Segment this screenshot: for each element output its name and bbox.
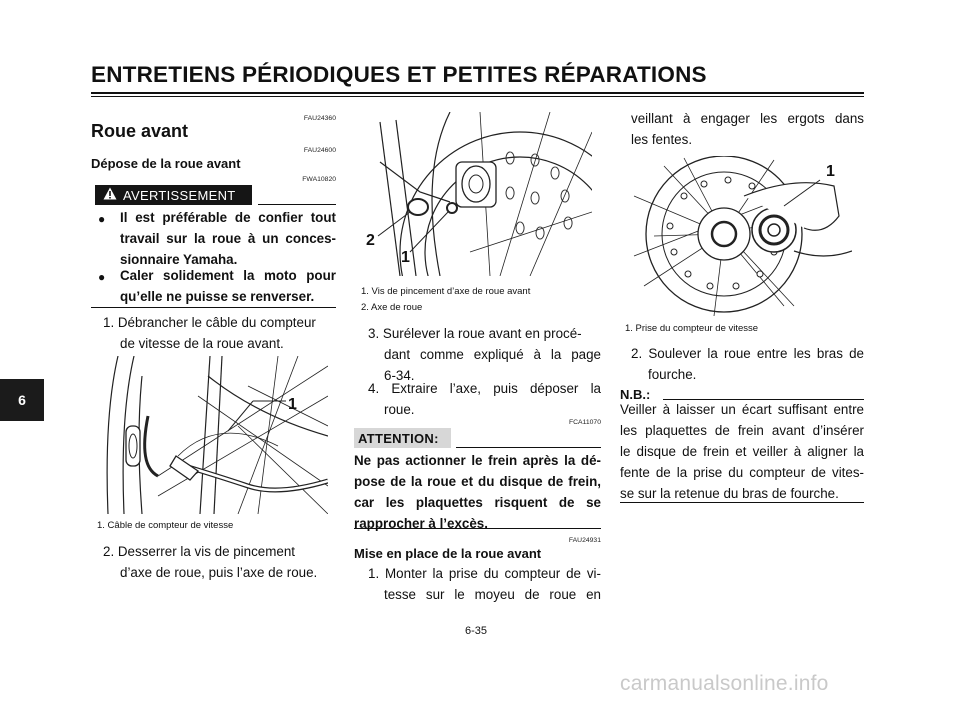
figure-caption: 2. Axe de roue — [361, 302, 423, 313]
step-text: 4. Extraire l’axe, puis déposer la — [368, 381, 601, 396]
warning-line: Caler solidement la moto pour — [120, 268, 336, 283]
attention-badge: ATTENTION: — [354, 428, 451, 448]
ref-code: FCA11070 — [569, 419, 601, 426]
step-text: d’axe de roue, puis l’axe de roue. — [120, 565, 318, 580]
subsection-title: Mise en place de la roue avant — [354, 546, 542, 561]
note-line: fente de la prise du compteur de vites- — [620, 465, 864, 480]
warning-line: sionnaire Yamaha. — [120, 252, 238, 267]
step-text: 2. Soulever la roue entre les bras de — [631, 346, 864, 361]
figure-callout: 1 — [288, 396, 297, 413]
note-end-rule — [620, 502, 864, 503]
page-number: 6-35 — [465, 625, 488, 637]
note-line: se sur la retenue du bras de fourche. — [620, 486, 839, 501]
step-text: 1. Débrancher le câble du compteur — [103, 315, 316, 330]
subsection-title: Dépose de la roue avant — [91, 156, 241, 171]
ref-code: FWA10820 — [302, 176, 336, 183]
chapter-tab[interactable]: 6 — [0, 379, 44, 421]
attention-line: car les plaquettes risquent de se — [354, 495, 601, 510]
speedometer-cable-figure — [98, 356, 328, 514]
attention-line: Ne pas actionner le frein après la dé- — [354, 453, 601, 468]
attention-line: rapprocher à l’excès. — [354, 516, 488, 531]
step-text: 2. Desserrer la vis de pincement — [103, 544, 296, 559]
section-title: Roue avant — [91, 121, 189, 141]
page-header-title: ENTRETIENS PÉRIODIQUES ET PETITES RÉPARATIONS — [91, 62, 707, 87]
attention-rule — [456, 447, 601, 448]
step-text: fourche. — [648, 367, 697, 382]
ref-code: FAU24931 — [568, 537, 601, 544]
figure-caption: 1. Câble de compteur de vitesse — [97, 520, 234, 531]
bullet-icon: ● — [98, 212, 106, 226]
note-line: les plaquettes de frein avant d’insérer — [620, 423, 864, 438]
attention-line: pose de la roue et du disque de frein, — [354, 474, 601, 489]
step-text: 6-34. — [384, 368, 415, 383]
warning-line: Il est préférable de confier tout — [120, 210, 336, 225]
warning-label: AVERTISSEMENT — [123, 187, 236, 203]
warning-end-rule — [91, 307, 336, 308]
step-text: de vitesse de la roue avant. — [120, 336, 284, 351]
axle-pinch-bolt-figure — [360, 112, 592, 276]
speedometer-gear-figure — [624, 156, 852, 318]
ref-code: FAU24360 — [303, 115, 336, 122]
warning-rule — [258, 204, 336, 205]
figure-caption: 1. Vis de pincement d’axe de roue avant — [361, 286, 531, 297]
header-rule — [91, 92, 864, 94]
watermark-link[interactable]: carmanualsonline.info — [620, 672, 829, 695]
step-text: les fentes. — [631, 132, 693, 147]
figure-callout: 2 — [366, 232, 375, 249]
header-rule-thin — [91, 96, 864, 97]
step-text: 1. Monter la prise du compteur de vi- — [368, 566, 601, 581]
step-text: dant comme expliqué à la page — [384, 347, 601, 362]
bullet-icon: ● — [98, 270, 106, 284]
step-text: veillant à engager les ergots dans — [631, 111, 864, 126]
step-text: tesse sur le moyeu de roue en — [384, 587, 601, 602]
warning-badge — [95, 185, 252, 205]
warning-line: travail sur la roue à un conces- — [120, 231, 336, 246]
ref-code: FAU24600 — [303, 147, 336, 154]
step-text: 3. Surélever la roue avant en procé- — [368, 326, 582, 341]
figure-callout: 1 — [826, 163, 835, 180]
note-line: le disque de frein et veiller à aligner la — [620, 444, 864, 459]
step-text: roue. — [384, 402, 415, 417]
note-line: Veiller à laisser un écart suffisant entre — [620, 402, 864, 417]
note-label: N.B.: — [620, 387, 651, 402]
warning-icon — [103, 187, 117, 203]
figure-callout: 1 — [401, 249, 410, 266]
warning-line: qu’elle ne puisse se renverser. — [120, 289, 315, 304]
figure-caption: 1. Prise du compteur de vitesse — [625, 323, 759, 334]
attention-end-rule — [354, 528, 601, 529]
